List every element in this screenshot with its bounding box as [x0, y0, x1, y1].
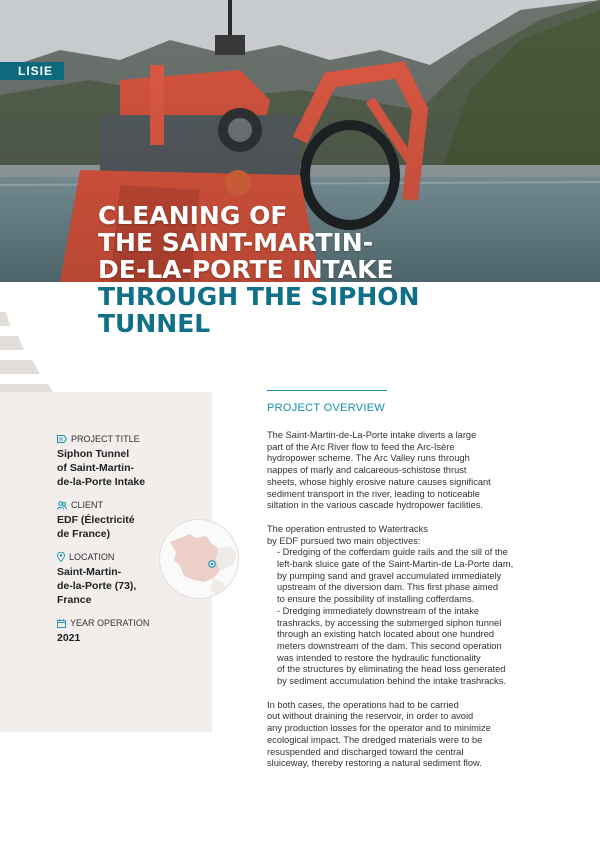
location-field: [57, 552, 177, 607]
france-map-illustration: [160, 520, 238, 598]
title-line: THROUGH THE SIPHON: [98, 282, 420, 311]
brand-badge: LISIE: [0, 62, 64, 80]
title-line: THE SAINT-MARTIN-: [98, 228, 374, 257]
project-title-label: PROJECT TITLE: [71, 434, 140, 444]
title-line: TUNNEL: [98, 309, 211, 338]
pin-icon: [57, 552, 65, 562]
year-value: 2021: [57, 632, 81, 644]
page-title: [98, 202, 419, 337]
project-overview-text: [267, 430, 557, 782]
project-title-field: [57, 434, 177, 489]
section-heading: PROJECT OVERVIEW: [267, 402, 386, 414]
section-rule: [267, 390, 387, 391]
project-title-value: Siphon Tunnel of Saint-Martin- de-la-Porte Intake: [57, 448, 146, 488]
location-label: LOCATION: [69, 552, 115, 562]
client-field: [57, 500, 177, 541]
title-line: CLEANING OF: [98, 201, 288, 230]
paragraph: In both cases, the operations had to be carried out without draining the reservoir, in order to avoid any production losses for the operator and to minimize ecological impact. The dredged materials were to be resuspended and discharged toward the central sluiceway, thereby restoring a natural sediment flow.: [267, 699, 491, 769]
year-label: YEAR OPERATION: [70, 618, 150, 628]
location-value: Saint-Martin- de-la-Porte (73), France: [57, 566, 137, 606]
location-map: [160, 520, 238, 598]
client-value: EDF (Électricité de France): [57, 514, 135, 540]
calendar-icon: [57, 619, 66, 628]
people-icon: [57, 501, 67, 510]
client-label: CLIENT: [71, 500, 104, 510]
paragraph: The Saint-Martin-de-La-Porte intake diverts a large part of the Arc River flow to feed the Arc-Isère hydropower scheme. The Arc Valley runs through nappes of marly and calcareous-schistose thrust sheets, whose highly erosive nature causes significant sediment transport in the river, leading to noticeable siltation in the various cascade hydropower facilities.: [267, 430, 491, 511]
tag-icon: [57, 435, 67, 443]
title-line: DE-LA-PORTE INTAKE: [98, 255, 394, 284]
paragraph: The operation entrusted to Watertracks by EDF pursued two main objectives: - Dredging of the cofferdam guide rails and the sill of the left-bank sluice gate of the Saint-Martin-de La-Porte dam, by pumping sand and gravel accumulated immediately upstream of the diversion dam. This first phase aimed to ensure the possibility of installing cofferdams. - Dredging immediately downstream of the intake trashracks, by accessing the submerged siphon tunnel through an existing hatch located about one hundred meters downstream of the dam. This second operation was intended to restore the hydraulic functionality of the structures by eliminating the head loss generated by sediment accumulation behind the intake trashracks.: [267, 523, 514, 687]
year-field: [57, 618, 177, 645]
